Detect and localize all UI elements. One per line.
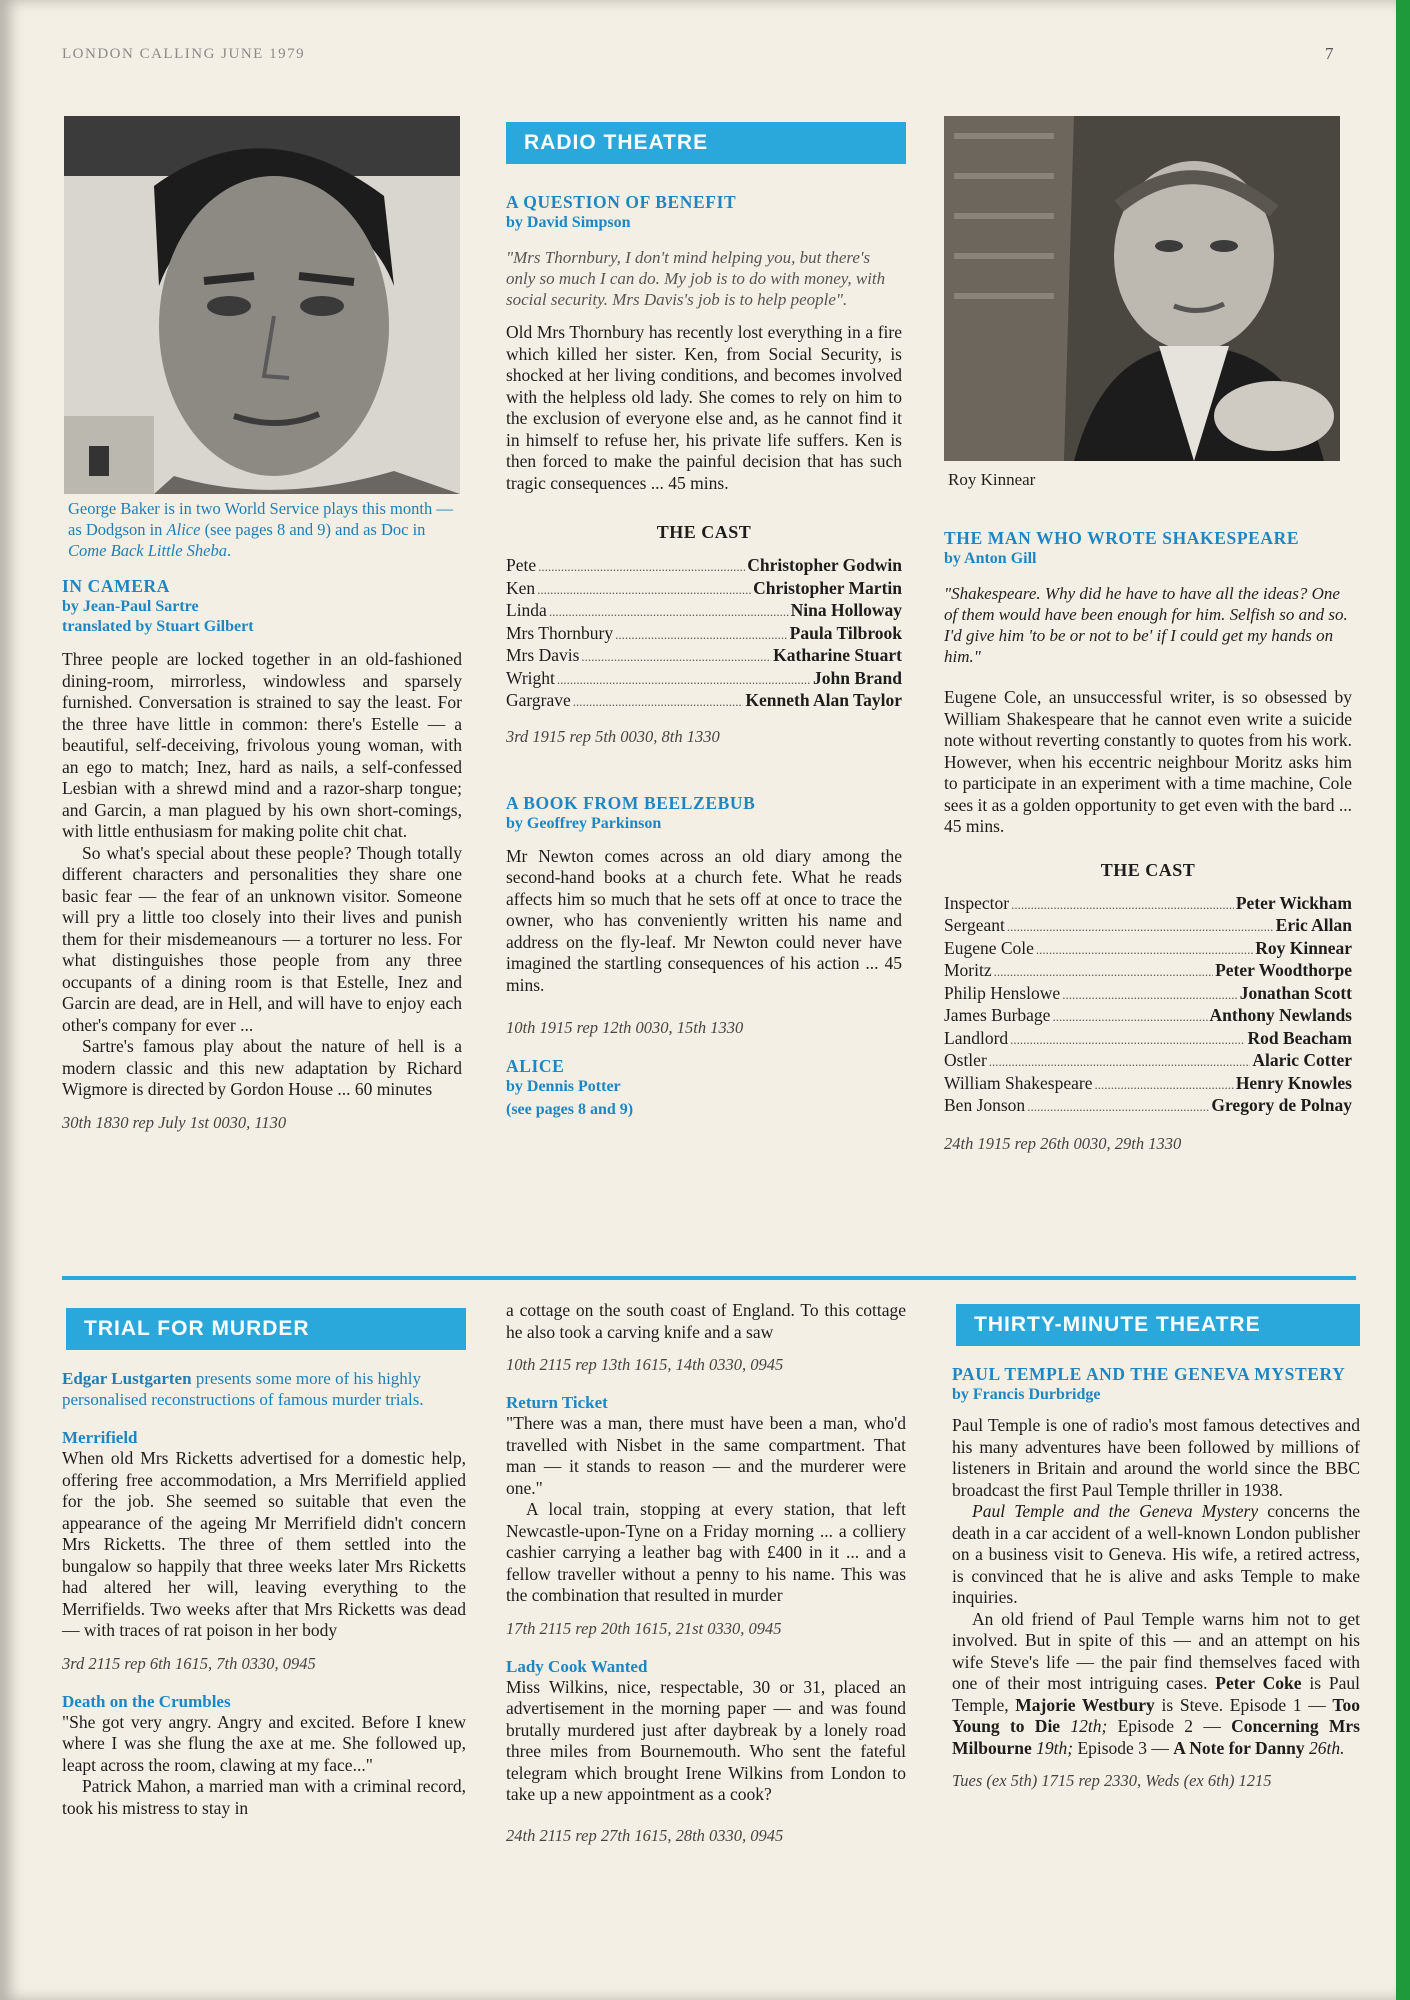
article-body: Eugene Cole, an unsuccessful writer, is so obsessed by William Shakespeare that he cannot even write a suicide note without reverting constantly to quotes from his work. However, when his eccentric neighbour Moritz asks him to participate in an experiment with a time machine, Cole sees it as a golden opportunity to get even with the bard ... 45 mins. <box>944 687 1352 836</box>
cast-role: Mrs Thornbury <box>506 622 614 643</box>
article-title: THE MAN WHO WROTE SHAKESPEARE <box>944 528 1300 548</box>
dot-leader <box>537 579 751 601</box>
george-baker-caption: George Baker is in two World Service plays this month — as Dodgson in Alice (see pages 8 and 9) and as Doc in Come Back Little Sheba. <box>68 499 453 560</box>
dot-leader <box>1007 916 1274 938</box>
dot-leader <box>549 601 789 623</box>
article-title: IN CAMERA <box>62 576 170 596</box>
cast-actor: Roy Kinnear <box>1255 937 1352 958</box>
article-title: A BOOK FROM BEELZEBUB <box>506 792 756 813</box>
episode-body: Miss Wilkins, nice, respectable, 30 or 31, placed an advertisement in the morning paper — and was found brutally murdered just after daybreak by a lonely road three miles from Bournemouth. Who sent the fateful telegram which brought Irene Wilkins from London to take up a new appointment as a cook? <box>506 1676 906 1804</box>
article-translator: translated by Stuart Gilbert <box>62 618 254 635</box>
cast-role: Philip Henslowe <box>944 982 1061 1003</box>
episode-body: When old Mrs Ricketts advertised for a domestic help, offering free accommodation, a Mrs Merrifield applied for the job. She seemed so suitable that even the appearance of the ageing Mr Merrifield didn't concern Mrs Ricketts. The three of them settled into the bungalow so happily that three weeks later Mrs Ricketts had altered her will, leaving everything to the Merrifields. Two weeks after that Mrs Ricketts was dead — with traces of rat poison in her body <box>62 1448 466 1640</box>
episode-title: Return Ticket <box>506 1393 608 1412</box>
cast-role: Landlord <box>944 1027 1009 1048</box>
cast-row <box>506 578 902 601</box>
dot-leader <box>573 691 744 713</box>
dot-leader <box>1094 1074 1233 1096</box>
cast-actor: Henry Knowles <box>1235 1072 1352 1093</box>
cast-row <box>506 645 902 668</box>
cast-actor: Rod Beacham <box>1247 1027 1352 1048</box>
cast-actor: Peter Woodthorpe <box>1215 960 1352 980</box>
article-byline: by Francis Durbridge <box>952 1386 1101 1403</box>
cast-actor: Alaric Cotter <box>1252 1050 1352 1070</box>
episode-body: "She got very angry. Angry and excited. Before I knew where I was she flung the axe at me. She followed up, leapt across the room, clawing at my face..." Patrick Mahon, a married man with a criminal record, took his mistress to stay in <box>62 1711 466 1818</box>
cast-row <box>944 1005 1352 1028</box>
dot-leader <box>1011 894 1234 916</box>
dot-leader <box>994 961 1213 983</box>
cast-row <box>944 1095 1352 1118</box>
cast-role: Mrs Davis <box>506 645 580 665</box>
dot-leader <box>1036 939 1253 961</box>
cast-list <box>506 555 902 713</box>
article-byline: by Jean-Paul Sartre <box>62 598 199 615</box>
episode-title: Merrifield <box>62 1428 138 1447</box>
cast-row <box>944 915 1352 938</box>
cast-actor: Gregory de Polnay <box>1211 1095 1352 1115</box>
article-body: Old Mrs Thornbury has recently lost everything in a fire which killed her sister. Ken, from Social Security, is shocked at her living conditions, and becomes involved with the helpless old lady. She comes to rely on him to the exclusion of everyone else and, as he cannot find it in himself to refuse her, his private life suffers. Ken is then forced to make the painful decision that has such tragic consequences ... 45 mins. <box>506 322 902 493</box>
cast-role: William Shakespeare <box>944 1072 1093 1093</box>
trial-for-murder-continued <box>506 1300 906 1846</box>
article-body: Mr Newton comes across an old diary among the second-hand books at a church fete. What he reads affects him so much that he sets off at once to trace the owner, who has conveniently written his name and address on the fly-leaf. Mr Newton could never have imagined the startling consequences of his action ... 45 mins. <box>506 845 902 995</box>
article-byline: by Dennis Potter <box>506 1078 621 1095</box>
cast-list <box>944 893 1352 1118</box>
cast-row <box>944 1028 1352 1051</box>
cast-actor: Christopher Godwin <box>747 555 902 575</box>
broadcast-schedule: 10th 2115 rep 13th 1615, 14th 0330, 0945 <box>506 1355 784 1374</box>
cast-role: Pete <box>506 555 537 575</box>
cast-role: Inspector <box>944 892 1010 913</box>
cast-role: James Burbage <box>944 1005 1051 1025</box>
article-quote: "Shakespeare. Why did he have to have all the ideas? One of them would have been enough for him. Selfish so and so. I'd give him 'to be or not to be' if I could get my hands on him." <box>944 584 1348 666</box>
cast-role: Ken <box>506 577 536 598</box>
dot-leader <box>557 669 811 691</box>
thirty-minute-theatre-banner: THIRTY-MINUTE THEATRE <box>956 1304 1360 1346</box>
broadcast-schedule: 17th 2115 rep 20th 1615, 21st 0330, 0945 <box>506 1618 782 1638</box>
article-title: ALICE <box>506 1056 565 1076</box>
trial-for-murder-section <box>62 1368 466 1819</box>
cast-actor: Jonathan Scott <box>1239 982 1352 1003</box>
cast-role: Linda <box>506 600 547 620</box>
cast-row <box>506 555 902 578</box>
roy-kinnear-photo <box>944 116 1340 461</box>
article-byline: by David Simpson <box>506 214 631 231</box>
cast-row <box>506 623 902 646</box>
cast-row <box>944 960 1352 983</box>
page-reference: (see pages 8 and 9) <box>506 1101 634 1118</box>
broadcast-schedule: Tues (ex 5th) 1715 rep 2330, Weds (ex 6th) 1215 <box>952 1771 1272 1790</box>
cast-actor: Nina Holloway <box>790 600 902 620</box>
cast-row <box>944 1050 1352 1073</box>
broadcast-schedule: 3rd 2115 rep 6th 1615, 7th 0330, 0945 <box>62 1653 316 1673</box>
dot-leader <box>1062 984 1238 1006</box>
broadcast-schedule: 24th 1915 rep 26th 0030, 29th 1330 <box>944 1133 1182 1153</box>
section-divider <box>62 1276 1356 1280</box>
episode-title: Lady Cook Wanted <box>506 1656 648 1676</box>
dot-leader <box>1027 1096 1209 1118</box>
question-of-benefit-article <box>506 192 902 1120</box>
dot-leader <box>1052 1006 1207 1028</box>
dot-leader <box>581 646 771 668</box>
episode-body: a cottage on the south coast of England. To this cottage he also took a carving knife and a saw <box>506 1300 906 1342</box>
cast-row <box>506 690 902 713</box>
broadcast-schedule: 30th 1830 rep July 1st 0030, 1130 <box>62 1112 287 1132</box>
page-number: 7 <box>1325 44 1334 63</box>
cast-row <box>944 983 1352 1006</box>
cast-role: Wright <box>506 667 555 688</box>
roy-kinnear-caption: Roy Kinnear <box>948 470 1036 489</box>
article-quote: "Mrs Thornbury, I don't mind helping you, but there's only so much I can do. My job is to do with money, with social security. Mrs Davis's job is to help people". <box>506 248 886 309</box>
episode-title: Death on the Crumbles <box>62 1691 231 1711</box>
running-head: LONDON CALLING JUNE 1979 <box>62 46 306 62</box>
article-title: A QUESTION OF BENEFIT <box>506 192 737 212</box>
broadcast-schedule: 10th 1915 rep 12th 0030, 15th 1330 <box>506 1018 744 1037</box>
cast-role: Moritz <box>944 960 992 980</box>
series-intro: Edgar Lustgarten presents some more of his highly personalised reconstructions of famous murder trials. <box>62 1369 424 1409</box>
episode-body: "There was a man, there must have been a man, who'd travelled with Nisbet in the same compartment. That man — it stands to reason — and the murderer were one." A local train, stopping at every station, that left Newcastle-upon-Tyne on a Friday morning ... a colliery cashier carrying a leather bag with £400 in it ... and a fellow traveller without a penny to his name. This was the combination that resulted in murder <box>506 1413 906 1605</box>
cast-row <box>944 893 1352 916</box>
cast-actor: Katharine Stuart <box>773 645 902 665</box>
article-title: PAUL TEMPLE AND THE GENEVA MYSTERY <box>952 1364 1346 1384</box>
cast-role: Ben Jonson <box>944 1095 1026 1115</box>
cast-row <box>506 600 902 623</box>
cast-role: Sergeant <box>944 915 1005 935</box>
cast-role: Gargrave <box>506 690 571 710</box>
cast-actor: Kenneth Alan Taylor <box>745 690 902 710</box>
dot-leader <box>538 556 745 578</box>
cast-row <box>944 1073 1352 1096</box>
article-body: Three people are locked together in an old-fashioned dining-room, mirrorless, windowless and sparsely furnished. Conversation is strained to say the least. For the three have little in common: there's Estelle — a beautiful, self-deceiving, frivolous young woman, with an ego to match; Inez, hard as nails, a self-confessed Lesbian with a shrewd mind and a razor-sharp tongue; and Garcin, a man plagued by his own short-comings, with little enthusiasm for making polite chit chat. So what's special about these people? Though totally different characters and personalities they share one basic fear — the fear of an unknown visitor. Someone will pry a little too closely into their lives and punish them for their misdemeanours — a torturer no less. For what distinguishes those people from any three occupants of a dining room is that Estelle, Inez and Garcin are dead, are in Hell, and will have to enjoy each other's company for ever ... Sartre's famous play about the nature of hell is a modern classic and this new adaptation by Richard Wigmore is directed by Gordon House ... 60 minutes <box>62 649 462 1099</box>
cast-actor: Christopher Martin <box>753 577 902 598</box>
cast-row <box>506 668 902 691</box>
dot-leader <box>1010 1029 1245 1051</box>
article-byline: by Anton Gill <box>944 550 1037 567</box>
in-camera-article <box>62 576 462 1133</box>
cast-heading: THE CAST <box>1100 859 1196 880</box>
article-byline: by Geoffrey Parkinson <box>506 814 662 832</box>
paul-temple-article <box>952 1364 1360 1791</box>
radio-theatre-banner: RADIO THEATRE <box>506 122 906 164</box>
dot-leader <box>615 624 788 646</box>
cast-actor: Anthony Newlands <box>1209 1005 1352 1025</box>
cast-heading: THE CAST <box>656 522 752 542</box>
trial-for-murder-banner: TRIAL FOR MURDER <box>66 1308 466 1350</box>
george-baker-photo <box>64 116 460 494</box>
dot-leader <box>989 1051 1251 1073</box>
article-body: Paul Temple is one of radio's most famous detectives and his many adventures have been followed by millions of listeners in Britain and around the world since the BBC broadcast the first Paul Temple thriller in 1938. Paul Temple and the Geneva Mystery concerns the death in a car accident of a well-known London publisher on a business visit to Geneva. His wife, a retired actress, is convinced that he is alive and asks Temple to make inquiries. An old friend of Paul Temple warns him not to get involved. But in spite of this — and an attempt on his wife Steve's life — the pair find themselves faced with one of their most intriguing cases. Peter Coke is Paul Temple, Majorie Westbury is Steve. Episode 1 — Too Young to Die 12th; Episode 2 — Concerning Mrs Milbourne 19th; Episode 3 — A Note for Danny 26th. <box>952 1415 1360 1758</box>
cast-role: Ostler <box>944 1050 987 1070</box>
broadcast-schedule: 3rd 1915 rep 5th 0030, 8th 1330 <box>506 726 720 746</box>
cast-actor: Peter Wickham <box>1235 892 1352 913</box>
man-who-wrote-shakespeare-article <box>944 528 1352 1154</box>
cast-actor: Paula Tilbrook <box>789 622 902 643</box>
cast-actor: Eric Allan <box>1275 915 1352 935</box>
broadcast-schedule: 24th 2115 rep 27th 1615, 28th 0330, 0945 <box>506 1825 784 1845</box>
cast-role: Eugene Cole <box>944 937 1034 958</box>
cast-actor: John Brand <box>813 667 902 688</box>
cast-row <box>944 938 1352 961</box>
